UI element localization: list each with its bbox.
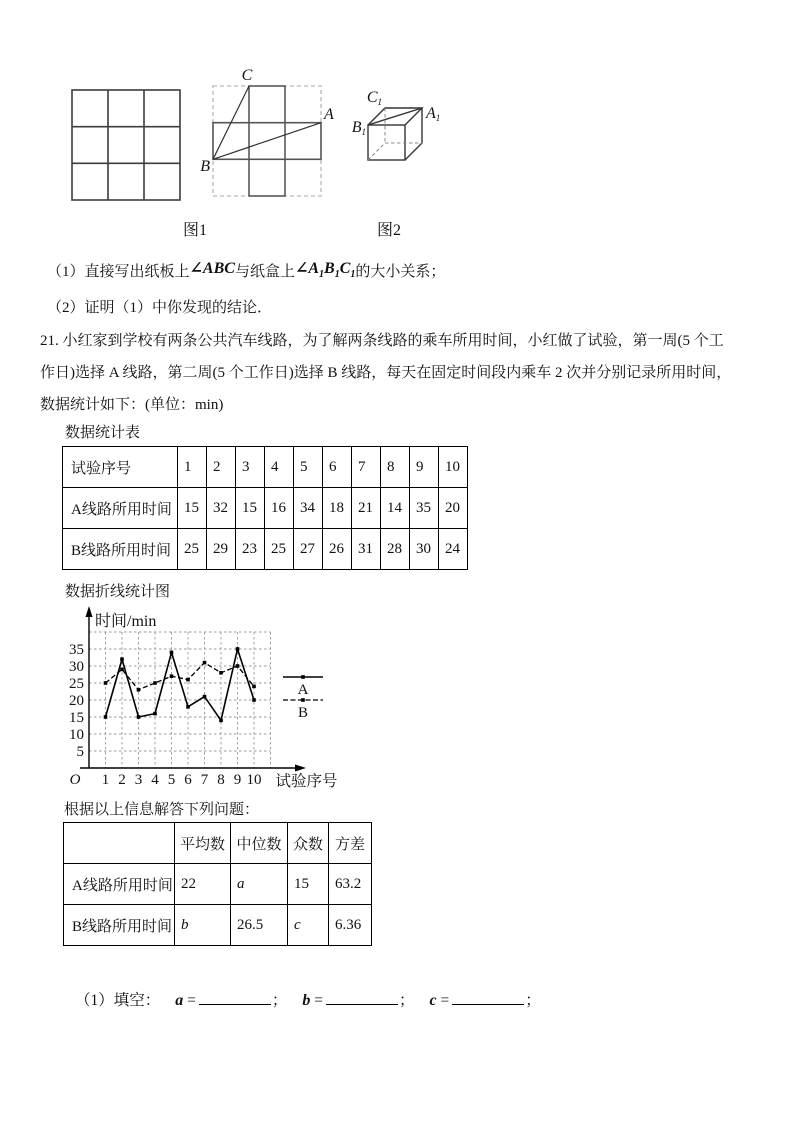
row-label: A线路所用时间 xyxy=(63,488,178,529)
table-cell: 25 xyxy=(178,529,207,570)
text-element: 3 xyxy=(134,772,143,788)
span-element: ∠ xyxy=(189,260,203,277)
header-cell: 平均数 xyxy=(175,823,231,864)
fill-blank-label: （1）填空： xyxy=(75,992,161,1009)
angle-ABC xyxy=(190,260,235,277)
sub-element: 1 xyxy=(350,269,356,281)
data-table-title: 数据统计表 xyxy=(65,425,141,441)
rect-element xyxy=(137,715,141,719)
text-element: 5 xyxy=(76,744,84,760)
span-element: C xyxy=(339,260,351,277)
cube-figure xyxy=(368,108,422,160)
line-element xyxy=(213,123,321,160)
rect-element xyxy=(219,719,223,723)
text-element: 试验序号 xyxy=(275,773,338,790)
rect-element xyxy=(203,695,207,699)
table-cell: 5 xyxy=(294,447,323,488)
rect-element xyxy=(153,681,157,685)
tspan-element: 1 xyxy=(377,97,382,107)
equals-sign: = xyxy=(436,992,450,1009)
table-cell: 10 xyxy=(439,447,468,488)
row-label: B线路所用时间 xyxy=(64,905,175,946)
angle-A1B1C1 xyxy=(294,260,356,281)
table-cell: 63.2 xyxy=(329,864,372,905)
fill-blank-line xyxy=(75,988,541,1010)
row-label: 试验序号 xyxy=(63,447,178,488)
tspan-element: C xyxy=(366,89,378,106)
rect-element xyxy=(236,647,240,651)
question-21-line1: 21. 小红家到学校有两条公共汽车线路，为了解两条线路的乘车所用时间，小红做了试验，第一周(5 个工 xyxy=(40,333,724,349)
point-label-C: C xyxy=(241,67,253,84)
rect-element xyxy=(301,675,305,679)
row-label: A线路所用时间 xyxy=(64,864,175,905)
point-label-C1 xyxy=(367,89,382,107)
tspan-element: 1 xyxy=(435,113,441,123)
equals-sign: = xyxy=(310,992,324,1009)
text-element: 10 xyxy=(69,727,84,743)
answer-blank xyxy=(326,999,398,1005)
point-label-A: A xyxy=(324,106,334,123)
punctuation: ； xyxy=(399,992,415,1009)
rect-element xyxy=(301,698,305,702)
rect-element xyxy=(104,681,108,685)
rect-element xyxy=(120,657,124,661)
grid-3x3-figure xyxy=(72,90,180,200)
rect-element xyxy=(186,705,190,709)
point-label-B1 xyxy=(352,119,366,137)
rect-element xyxy=(72,90,180,200)
variable-c: c xyxy=(429,992,437,1009)
text-element: 7 xyxy=(200,772,209,788)
figure1-caption: 图1 xyxy=(183,222,208,239)
point-label-A1 xyxy=(425,105,440,123)
stats-table xyxy=(63,822,372,946)
answer-blank xyxy=(199,999,271,1005)
rect-element xyxy=(170,651,174,655)
table-cell: 23 xyxy=(236,529,265,570)
table-cell: 22 xyxy=(175,864,231,905)
tspan-element: 1 xyxy=(361,127,366,137)
table-cell: b xyxy=(175,905,231,946)
rect-element xyxy=(219,671,223,675)
line-chart xyxy=(60,600,400,798)
text-element: 15 xyxy=(69,710,84,726)
table-cell: 25 xyxy=(265,529,294,570)
punctuation: ； xyxy=(525,992,541,1009)
table-cell: 6.36 xyxy=(329,905,372,946)
table-cell: 18 xyxy=(323,488,352,529)
table-cell: 35 xyxy=(410,488,439,529)
point-label-B: B xyxy=(200,158,210,175)
rect-element xyxy=(186,678,190,682)
text-element: 35 xyxy=(69,642,84,658)
table-cell: c xyxy=(288,905,329,946)
fill-blank-item-a xyxy=(175,992,287,1009)
q1-text-suf: 的大小关系； xyxy=(355,264,446,280)
table-row xyxy=(63,488,468,529)
table-cell: 3 xyxy=(236,447,265,488)
table-cell: 31 xyxy=(352,529,381,570)
text-element: 1 xyxy=(101,772,110,788)
text-element: 20 xyxy=(69,693,84,709)
question-21-line3: 数据统计如下：(单位：min) xyxy=(40,397,224,413)
figure-canvas xyxy=(55,60,455,212)
variable-b: b xyxy=(302,992,311,1009)
table-cell: 2 xyxy=(207,447,236,488)
table-cell: 4 xyxy=(265,447,294,488)
question-part2: （2）证明（1）中你发现的结论． xyxy=(47,300,273,316)
table-row xyxy=(63,529,468,570)
rect-element xyxy=(104,715,108,719)
q1-text-mid: 与纸盒上 xyxy=(234,264,295,280)
legend-label-B: B xyxy=(297,705,309,721)
variable-a: a xyxy=(175,992,184,1009)
table-cell: 27 xyxy=(294,529,323,570)
table-cell: 15 xyxy=(288,864,329,905)
table-cell: 20 xyxy=(439,488,468,529)
table-cell: 14 xyxy=(381,488,410,529)
header-cell: 中位数 xyxy=(231,823,288,864)
rect-element xyxy=(252,698,256,702)
header-cell: 众数 xyxy=(288,823,329,864)
sub-element: 1 xyxy=(319,269,325,281)
text-element: 8 xyxy=(217,772,225,788)
header-cell xyxy=(64,823,175,864)
table-cell: 26 xyxy=(323,529,352,570)
question-part1 xyxy=(47,261,445,289)
q1-text-pre: （1）直接写出纸板上 xyxy=(47,264,190,280)
series-line-A xyxy=(106,649,255,720)
text-element: 时间/min xyxy=(95,613,157,630)
table-cell: 1 xyxy=(178,447,207,488)
header-cell: 方差 xyxy=(329,823,372,864)
table-cell: 26.5 xyxy=(231,905,288,946)
text-element: 25 xyxy=(69,676,84,692)
table-cell: 15 xyxy=(236,488,265,529)
chart-title: 数据折线统计图 xyxy=(65,584,171,600)
text-element: 2 xyxy=(118,772,126,788)
equals-sign: = xyxy=(183,992,196,1009)
table-cell: 7 xyxy=(352,447,381,488)
table-row xyxy=(64,864,372,905)
text-element: 6 xyxy=(184,772,192,788)
line-element xyxy=(368,143,385,160)
rect-element xyxy=(120,668,124,672)
text-element: 9 xyxy=(233,772,242,788)
stats-intro: 根据以上信息解答下列问题： xyxy=(64,802,260,818)
rect-element xyxy=(203,661,207,665)
table-row xyxy=(64,905,372,946)
text-element: 10 xyxy=(246,772,262,788)
tspan-element: B xyxy=(351,119,362,136)
cross-unfold-figure xyxy=(213,86,321,196)
table-header-row xyxy=(64,823,372,864)
table-cell: 21 xyxy=(352,488,381,529)
table-row xyxy=(63,447,468,488)
table-cell: 9 xyxy=(410,447,439,488)
table-cell: 28 xyxy=(381,529,410,570)
table-cell: 30 xyxy=(410,529,439,570)
rect-element xyxy=(137,688,141,692)
fill-blank-item-b xyxy=(302,992,414,1009)
question-21-line2: 作日)选择 A 线路，第二周(5 个工作日)选择 B 线路，每天在固定时间段内乘车 2 次并分别记录所用时间， xyxy=(40,365,732,381)
polygon-element xyxy=(295,765,306,772)
fill-blank-item-c xyxy=(430,992,541,1009)
rect-element xyxy=(236,664,240,668)
table-cell: 29 xyxy=(207,529,236,570)
text-element: 5 xyxy=(167,772,176,788)
text-element: 4 xyxy=(151,772,159,788)
table-cell: a xyxy=(231,864,288,905)
answer-blank xyxy=(452,999,524,1005)
table-cell: 24 xyxy=(439,529,468,570)
table-cell: 8 xyxy=(381,447,410,488)
table-cell: 32 xyxy=(207,488,236,529)
data-table xyxy=(62,446,468,570)
text-element: O xyxy=(69,772,81,788)
rect-element xyxy=(170,674,174,678)
figure2-caption: 图2 xyxy=(377,222,402,239)
row-label: B线路所用时间 xyxy=(63,529,178,570)
rect-element xyxy=(153,712,157,716)
span-element: ABC xyxy=(202,260,235,277)
punctuation: ； xyxy=(271,992,288,1009)
span-element: ∠ xyxy=(294,260,309,277)
rect-element xyxy=(252,685,256,689)
table-cell: 15 xyxy=(178,488,207,529)
table-cell: 16 xyxy=(265,488,294,529)
span-element: B xyxy=(324,260,335,277)
span-element: A xyxy=(308,260,320,277)
table-cell: 34 xyxy=(294,488,323,529)
tspan-element: A xyxy=(426,105,436,122)
sub-element: 1 xyxy=(334,269,340,281)
table-cell: 6 xyxy=(323,447,352,488)
polygon-element xyxy=(86,606,93,617)
legend-label-A: A xyxy=(297,682,309,698)
text-element: 30 xyxy=(69,659,84,675)
